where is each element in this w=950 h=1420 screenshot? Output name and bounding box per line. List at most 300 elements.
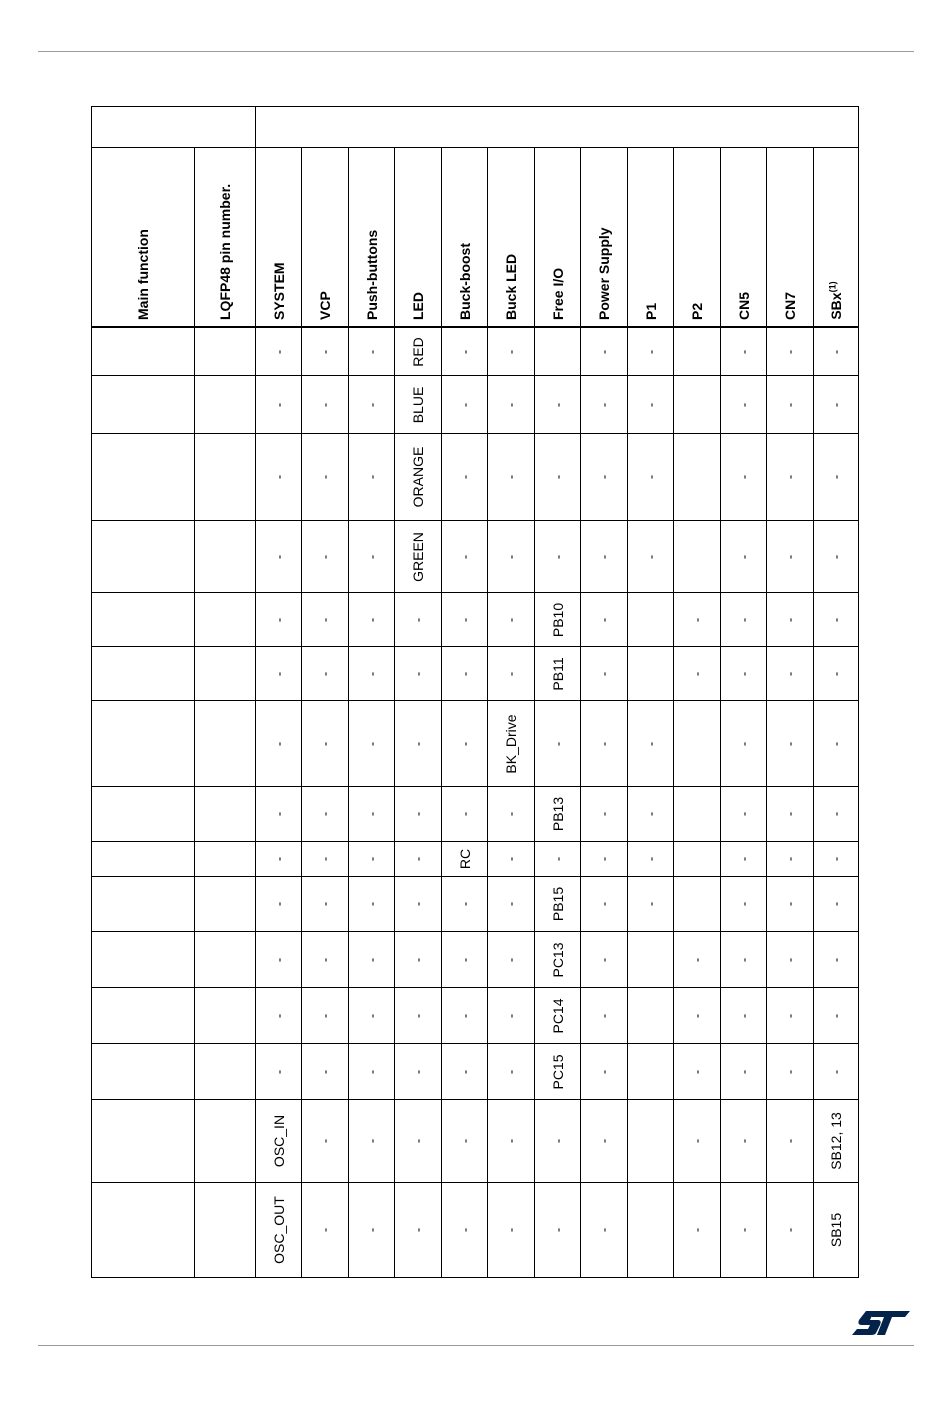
cell-value: - [828, 349, 844, 354]
table-cell [674, 1044, 721, 1100]
cell-value: - [782, 901, 798, 907]
table-cell [395, 877, 442, 932]
main-function-cell [92, 842, 195, 877]
table-cell [349, 787, 395, 842]
cell-value: - [782, 671, 798, 676]
table-cell [442, 376, 488, 434]
pin-number-cell [195, 787, 256, 842]
cell-value: - [643, 402, 658, 407]
header-column-label: SYSTEM [270, 262, 287, 320]
table-cell [721, 1183, 767, 1278]
table-cell [302, 593, 349, 647]
header-main-function [92, 148, 195, 328]
cell-value: - [364, 957, 379, 962]
table-cell [628, 988, 674, 1044]
table-row [92, 932, 859, 988]
table-row [92, 1183, 859, 1278]
cell-value: - [503, 811, 519, 817]
table-row [92, 376, 859, 434]
table-cell [767, 376, 814, 434]
cell-value: - [503, 349, 519, 354]
cell-value: - [503, 1138, 519, 1144]
header-column-label: Free I/O [549, 267, 566, 320]
cell-value: - [736, 474, 751, 480]
cell-value: - [828, 554, 844, 559]
cell-value: - [550, 402, 565, 407]
table-cell [814, 376, 859, 434]
table-cell [488, 932, 535, 988]
header-column-4 [442, 148, 488, 328]
table-cell [535, 434, 581, 521]
cell-value: - [596, 741, 612, 746]
cell-value: - [503, 856, 519, 862]
cell-value: ORANGE [410, 446, 426, 508]
table-cell [442, 932, 488, 988]
cell-value: - [457, 1138, 472, 1144]
cell-value: OSC_IN [270, 1114, 287, 1168]
cell-value: - [317, 554, 333, 559]
cell-value: - [317, 349, 333, 354]
table-cell [256, 1044, 302, 1100]
cell-value: - [503, 617, 519, 622]
table-cell [256, 593, 302, 647]
cell-value: - [596, 811, 612, 817]
header-column-8 [628, 148, 674, 328]
cell-value: - [782, 1227, 798, 1233]
table-cell [302, 701, 349, 787]
cell-value: - [317, 1227, 333, 1233]
cell-value: - [828, 901, 844, 907]
cell-value: - [736, 671, 751, 676]
table-cell [628, 1044, 674, 1100]
table-cell [767, 593, 814, 647]
cell-value: - [782, 1013, 798, 1018]
table-cell [349, 434, 395, 521]
table-cell [674, 1100, 721, 1183]
table-cell [349, 932, 395, 988]
cell-value: - [503, 671, 519, 676]
header-column-label: Power Supply [596, 227, 612, 320]
cell-value: - [410, 1227, 426, 1233]
cell-value: - [782, 402, 798, 407]
table-cell [674, 877, 721, 932]
cell-value: - [689, 1227, 705, 1233]
cell-value: - [271, 1013, 286, 1018]
cell-value: - [317, 1069, 333, 1074]
cell-value: - [271, 671, 286, 676]
table-cell [535, 1100, 581, 1183]
cell-value: - [457, 671, 472, 676]
cell-value: - [736, 1013, 751, 1018]
cell-value: - [596, 901, 612, 907]
cell-value: PB11 [549, 656, 566, 691]
table-cell [256, 521, 302, 593]
main-function-cell [92, 701, 195, 787]
cell-value: - [364, 349, 379, 354]
cell-value: - [364, 811, 379, 817]
table-cell [581, 842, 628, 877]
cell-value: - [782, 741, 798, 746]
cell-value: - [828, 811, 844, 817]
main-function-cell [92, 932, 195, 988]
cell-value: - [457, 811, 472, 817]
cell-value: - [457, 901, 472, 907]
table-cell [395, 647, 442, 701]
cell-value: - [457, 1227, 472, 1233]
header-column-11 [767, 148, 814, 328]
cell-value: - [828, 474, 844, 480]
table-cell [767, 988, 814, 1044]
cell-value: - [782, 1069, 798, 1074]
table-cell [395, 1100, 442, 1183]
cell-value: - [364, 1013, 379, 1018]
table-cell [581, 1044, 628, 1100]
header-pin-number [195, 148, 256, 328]
table-group-row [92, 107, 859, 148]
table-cell [488, 1044, 535, 1100]
cell-value: - [643, 811, 658, 817]
table-cell [581, 1183, 628, 1278]
cell-value: - [596, 957, 612, 962]
cell-value: - [457, 474, 472, 480]
cell-value: - [503, 1227, 519, 1233]
table-cell [767, 1183, 814, 1278]
table-cell [674, 932, 721, 988]
header-column-10 [721, 148, 767, 328]
header-column-2 [349, 148, 395, 328]
cell-value: - [503, 402, 519, 407]
cell-value: - [457, 349, 472, 354]
main-function-cell [92, 787, 195, 842]
pin-number-cell [195, 647, 256, 701]
main-function-cell [92, 327, 195, 376]
cell-value: - [550, 554, 565, 559]
table-cell [302, 376, 349, 434]
table-cell [721, 932, 767, 988]
table-cell [395, 593, 442, 647]
table-cell [535, 701, 581, 787]
header-column-label: Push-buttons [363, 229, 380, 320]
table-cell [395, 842, 442, 877]
cell-value: - [643, 554, 658, 559]
cell-value: - [550, 1138, 565, 1144]
header-column-label: VCP [317, 291, 333, 320]
table-cell [814, 647, 859, 701]
cell-value: - [364, 1069, 379, 1074]
table-cell [767, 434, 814, 521]
cell-value: - [410, 957, 426, 962]
table-cell [535, 521, 581, 593]
table-cell [628, 842, 674, 877]
cell-value: - [364, 402, 379, 407]
table-cell [256, 1100, 302, 1183]
table-cell [814, 701, 859, 787]
table-cell [302, 434, 349, 521]
cell-value: - [503, 1013, 519, 1018]
table-row [92, 1044, 859, 1100]
table-cell [256, 877, 302, 932]
cell-value: - [689, 1069, 705, 1074]
table-cell [581, 521, 628, 593]
table-cell [581, 932, 628, 988]
cell-value: - [317, 474, 333, 480]
table-cell [581, 434, 628, 521]
table-cell [628, 376, 674, 434]
cell-value: - [736, 402, 751, 407]
table-cell [814, 434, 859, 521]
main-function-cell [92, 521, 195, 593]
cell-value: SB15 [828, 1212, 844, 1248]
table-cell [814, 988, 859, 1044]
cell-value: - [550, 474, 565, 480]
cell-value: - [689, 1138, 705, 1144]
table-cell [349, 877, 395, 932]
header-column-12 [814, 148, 859, 328]
cell-value: - [643, 901, 658, 907]
table-cell [814, 521, 859, 593]
cell-value: - [782, 811, 798, 817]
cell-value: - [317, 617, 333, 622]
cell-value: - [317, 957, 333, 962]
cell-value: - [503, 1069, 519, 1074]
table-cell [535, 1183, 581, 1278]
cell-value: - [410, 617, 426, 622]
table-cell [488, 593, 535, 647]
table-cell [674, 434, 721, 521]
cell-value: - [457, 1069, 472, 1074]
table-cell [535, 376, 581, 434]
table-cell [442, 647, 488, 701]
table-cell [535, 932, 581, 988]
table-cell [395, 787, 442, 842]
pin-number-cell [195, 988, 256, 1044]
table-row [92, 1100, 859, 1183]
table-cell [488, 434, 535, 521]
table-cell [674, 701, 721, 787]
cell-value: - [410, 1138, 426, 1144]
table-cell [767, 327, 814, 376]
table-cell [302, 647, 349, 701]
table-cell [442, 434, 488, 521]
main-function-cell [92, 434, 195, 521]
table-cell [721, 988, 767, 1044]
table-cell [767, 787, 814, 842]
cell-value: - [271, 554, 286, 559]
table-cell [721, 376, 767, 434]
table-cell [349, 327, 395, 376]
pin-number-cell [195, 327, 256, 376]
table-cell [674, 647, 721, 701]
pin-number-cell [195, 877, 256, 932]
cell-value: PB10 [549, 602, 566, 637]
cell-value: - [736, 1069, 751, 1074]
cell-value: - [782, 349, 798, 354]
table-cell [442, 877, 488, 932]
table-cell [256, 327, 302, 376]
table-cell [535, 842, 581, 877]
cell-value: - [317, 1013, 333, 1018]
main-function-cell [92, 1044, 195, 1100]
table-row [92, 327, 859, 376]
cell-value: - [643, 474, 658, 480]
table-cell [302, 1183, 349, 1278]
table-cell [674, 1183, 721, 1278]
cell-value: - [364, 617, 379, 622]
pin-number-cell [195, 521, 256, 593]
cell-value: - [736, 349, 751, 354]
table-cell [442, 521, 488, 593]
table-cell [442, 593, 488, 647]
pin-number-cell [195, 1100, 256, 1183]
table-cell [767, 701, 814, 787]
table-cell [302, 877, 349, 932]
table-cell [535, 647, 581, 701]
header-column-label: Buck LED [503, 253, 519, 320]
table-cell [349, 701, 395, 787]
table-cell [395, 327, 442, 376]
cell-value: - [689, 617, 705, 622]
cell-value: - [828, 1069, 844, 1074]
cell-value: - [457, 554, 472, 559]
cell-value: OSC_OUT [270, 1196, 287, 1264]
table-cell [442, 1183, 488, 1278]
table-row [92, 434, 859, 521]
table-cell [256, 842, 302, 877]
table-cell [302, 988, 349, 1044]
table-cell [721, 842, 767, 877]
cell-value: - [364, 741, 379, 746]
table-cell [721, 434, 767, 521]
cell-value: - [596, 554, 612, 559]
table-cell [488, 327, 535, 376]
cell-value: - [596, 856, 612, 862]
table-cell [349, 842, 395, 877]
cell-value: - [736, 957, 751, 962]
table-cell [302, 1100, 349, 1183]
cell-value: - [689, 957, 705, 962]
table-cell [767, 647, 814, 701]
cell-value: - [317, 741, 333, 746]
table-cell [581, 877, 628, 932]
group-cell-left [92, 107, 256, 148]
table-row [92, 701, 859, 787]
table-cell [256, 434, 302, 521]
table-cell [628, 1100, 674, 1183]
table-cell [535, 1044, 581, 1100]
table-cell [442, 787, 488, 842]
table-cell [349, 521, 395, 593]
table-cell [488, 842, 535, 877]
table-cell [721, 521, 767, 593]
table-cell [674, 988, 721, 1044]
table-cell [349, 988, 395, 1044]
cell-value: - [317, 671, 333, 676]
table-cell [814, 787, 859, 842]
table-cell [535, 877, 581, 932]
cell-value: - [503, 474, 519, 480]
cell-value: - [828, 741, 844, 746]
cell-value: - [317, 811, 333, 817]
table-cell [302, 932, 349, 988]
table-cell [767, 877, 814, 932]
table-cell [674, 327, 721, 376]
cell-value: - [271, 474, 286, 480]
table-cell [442, 1100, 488, 1183]
cell-value: - [736, 554, 751, 559]
column-header-row [92, 148, 859, 328]
header-sbx-wrapper [828, 282, 843, 320]
cell-value: BLUE [410, 386, 426, 423]
cell-value: - [828, 671, 844, 676]
table-cell [628, 787, 674, 842]
main-function-cell [92, 1100, 195, 1183]
cell-value: - [271, 349, 286, 354]
cell-value: - [689, 671, 705, 676]
cell-value: - [317, 856, 333, 862]
header-column-label: CN7 [782, 291, 798, 320]
cell-value: - [828, 617, 844, 622]
header-main-function-label: Main function [135, 229, 151, 320]
table-cell [488, 647, 535, 701]
table-row [92, 877, 859, 932]
st-logo-icon [852, 1308, 910, 1338]
cell-value: - [271, 1069, 286, 1074]
table-cell [349, 1100, 395, 1183]
cell-value: - [457, 741, 472, 746]
cell-value: - [828, 1013, 844, 1018]
cell-value: - [410, 856, 426, 862]
table-cell [302, 327, 349, 376]
table-cell [767, 842, 814, 877]
header-column-label: CN5 [735, 291, 752, 320]
table-cell [721, 877, 767, 932]
cell-value: - [782, 474, 798, 480]
header-column-5 [488, 148, 535, 328]
cell-value: - [596, 1138, 612, 1144]
table-cell [442, 327, 488, 376]
table-cell [395, 376, 442, 434]
table-cell [721, 1044, 767, 1100]
table-cell [721, 647, 767, 701]
table-cell [628, 932, 674, 988]
cell-value: - [643, 741, 658, 746]
cell-value: - [782, 617, 798, 622]
table-cell [395, 988, 442, 1044]
table-cell [488, 988, 535, 1044]
cell-value: - [457, 617, 472, 622]
cell-value: - [736, 811, 751, 817]
table-cell [628, 1183, 674, 1278]
table-cell [581, 701, 628, 787]
cell-value: PB13 [549, 796, 566, 832]
header-rule [38, 51, 914, 52]
table-cell [628, 647, 674, 701]
table-cell [442, 988, 488, 1044]
table-cell [349, 1183, 395, 1278]
cell-value: - [410, 1013, 426, 1018]
cell-value: - [410, 901, 426, 907]
cell-value: PC15 [549, 1053, 566, 1090]
table-cell [628, 593, 674, 647]
header-column-label: P1 [642, 302, 659, 320]
cell-value: - [364, 1138, 379, 1144]
table-cell [721, 701, 767, 787]
cell-value: PC13 [549, 941, 566, 978]
header-column-0 [256, 148, 302, 328]
cell-value: PB15 [549, 886, 566, 922]
table-cell [488, 701, 535, 787]
table-cell [674, 593, 721, 647]
